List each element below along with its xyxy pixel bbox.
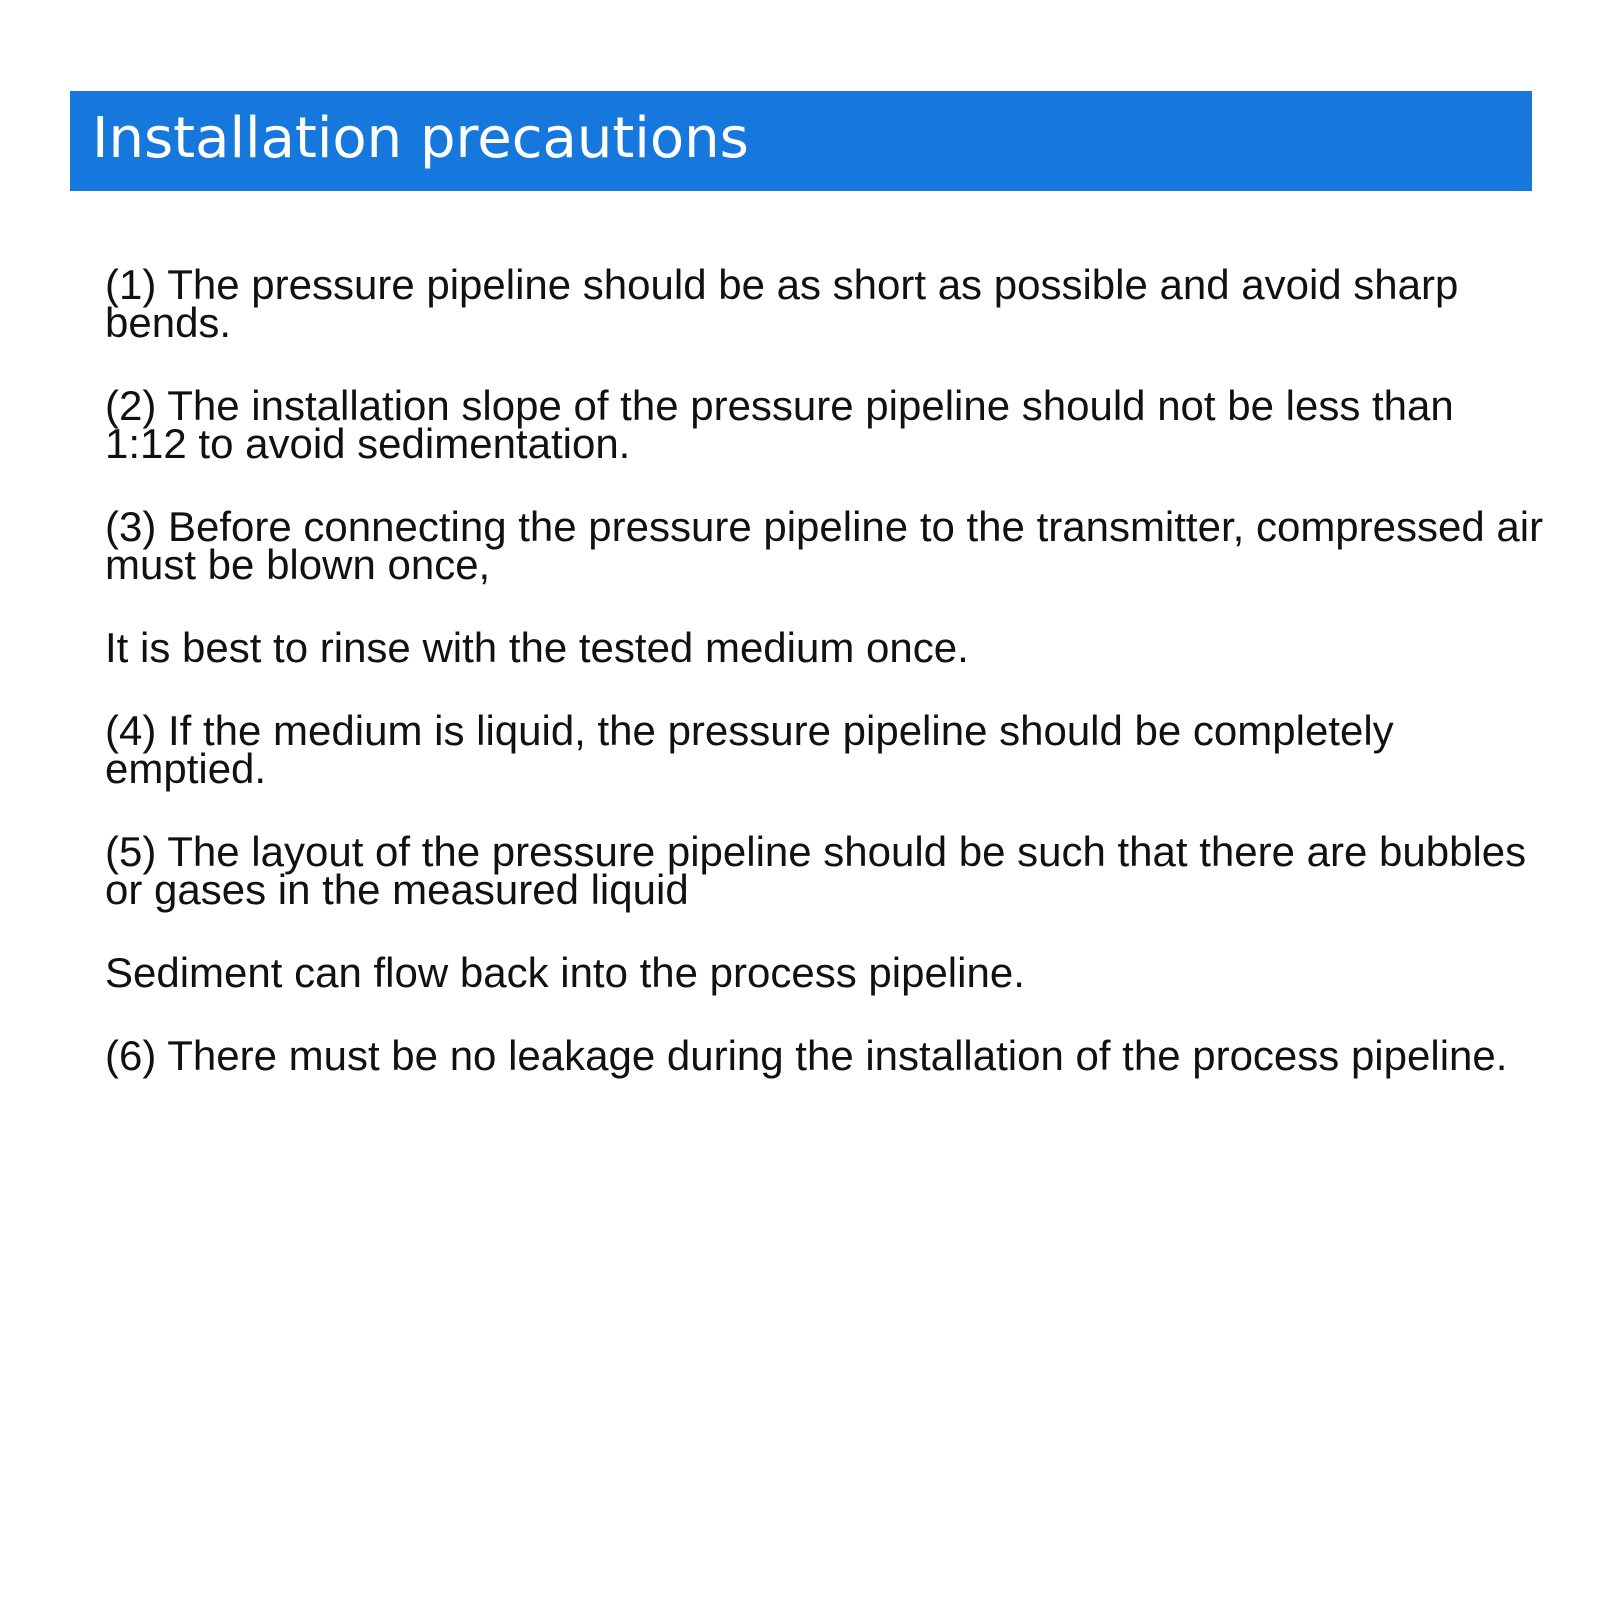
precaution-item-5-continued: Sediment can flow back into the process pipeline. (105, 949, 1025, 996)
page-title: Installation precautions (92, 106, 749, 171)
precautions-list (105, 260, 1545, 1114)
precaution-item-3: (3) Before connecting the pressure pipeline to the transmitter, compressed air must be blown once, (105, 503, 1544, 588)
precaution-item-2: (2) The installation slope of the pressure pipeline should not be less than 1:12 to avoid sedimentation. (105, 382, 1454, 467)
title-banner (70, 91, 1532, 191)
precaution-item-5: (5) The layout of the pressure pipeline should be such that there are bubbles or gases in the measured liquid (105, 828, 1527, 913)
precaution-item-1: (1) The pressure pipeline should be as short as possible and avoid sharp bends. (105, 261, 1459, 346)
precaution-item-3-continued: It is best to rinse with the tested medium once. (105, 624, 969, 671)
precaution-item-4: (4) If the medium is liquid, the pressure pipeline should be completely emptied. (105, 707, 1394, 792)
precaution-item-6: (6) There must be no leakage during the installation of the process pipeline. (105, 1032, 1508, 1079)
